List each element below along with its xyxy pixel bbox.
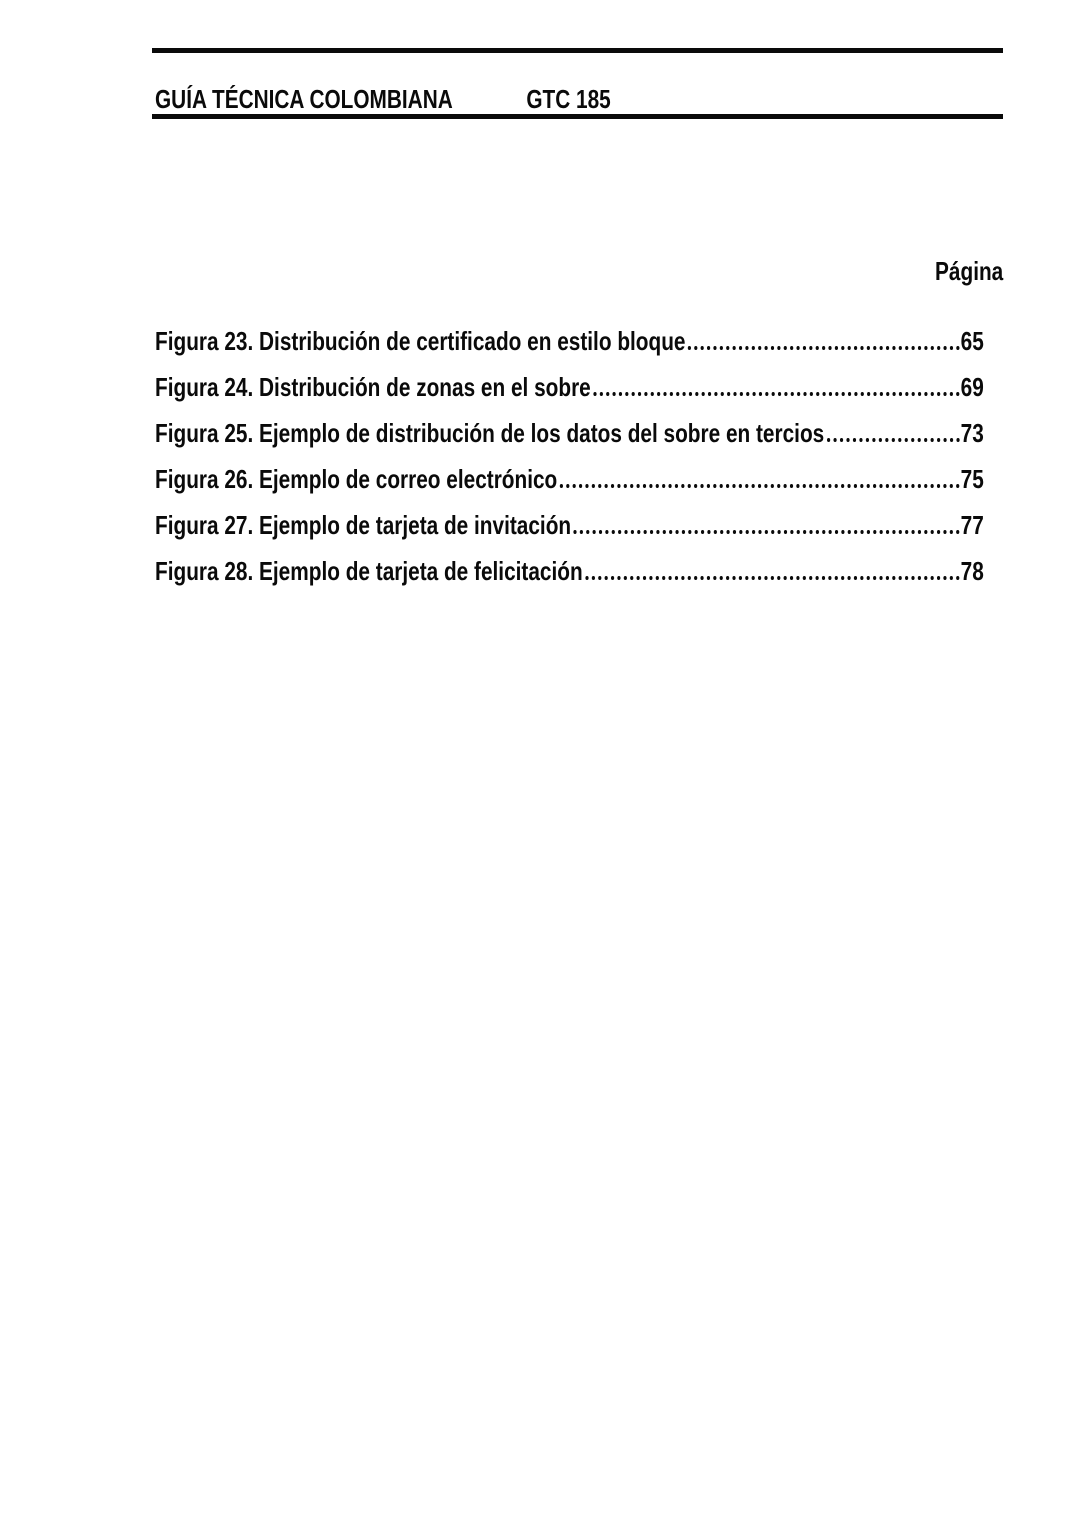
toc-dot-leader [574, 530, 960, 534]
toc-dot-leader [560, 484, 960, 488]
toc-dot-leader [585, 576, 960, 580]
toc-entry-page-number: 65 [960, 326, 984, 356]
toc-entry [155, 454, 984, 500]
toc-entry [155, 408, 984, 454]
header-top-rule [152, 48, 1003, 53]
toc-dot-leader [593, 392, 960, 396]
header-document-code: GTC 185 [526, 84, 611, 114]
toc-entry-page-number: 78 [960, 556, 984, 586]
toc-entry-label: Figura 27. Ejemplo de tarjeta de invitación [155, 510, 572, 540]
header-document-type: GUÍA TÉCNICA COLOMBIANA [155, 84, 453, 114]
toc-entry-label: Figura 28. Ejemplo de tarjeta de felicitación [155, 556, 583, 586]
toc-entry-page-number: 73 [960, 418, 984, 448]
toc-entry [155, 500, 984, 546]
toc-entry-label: Figura 24. Distribución de zonas en el sobre [155, 372, 591, 402]
toc-entry [155, 546, 984, 592]
toc-entry-page-number: 75 [960, 464, 984, 494]
page-header [155, 86, 611, 112]
toc-dot-leader [688, 346, 960, 350]
toc-entry-label: Figura 26. Ejemplo de correo electrónico [155, 464, 558, 494]
toc-entry-label: Figura 25. Ejemplo de distribución de los datos del sobre en tercios [155, 418, 825, 448]
header-bottom-rule [152, 114, 1003, 119]
toc-dot-leader [827, 438, 960, 442]
toc-entry [155, 362, 984, 408]
toc-entry-page-number: 77 [960, 510, 984, 540]
toc-entry-label: Figura 23. Distribución de certificado en estilo bloque [155, 326, 686, 356]
toc-entry-page-number: 69 [960, 372, 984, 402]
page-column-label: Página [934, 256, 1003, 286]
toc-entry [155, 316, 984, 362]
figures-index-list [155, 316, 984, 592]
